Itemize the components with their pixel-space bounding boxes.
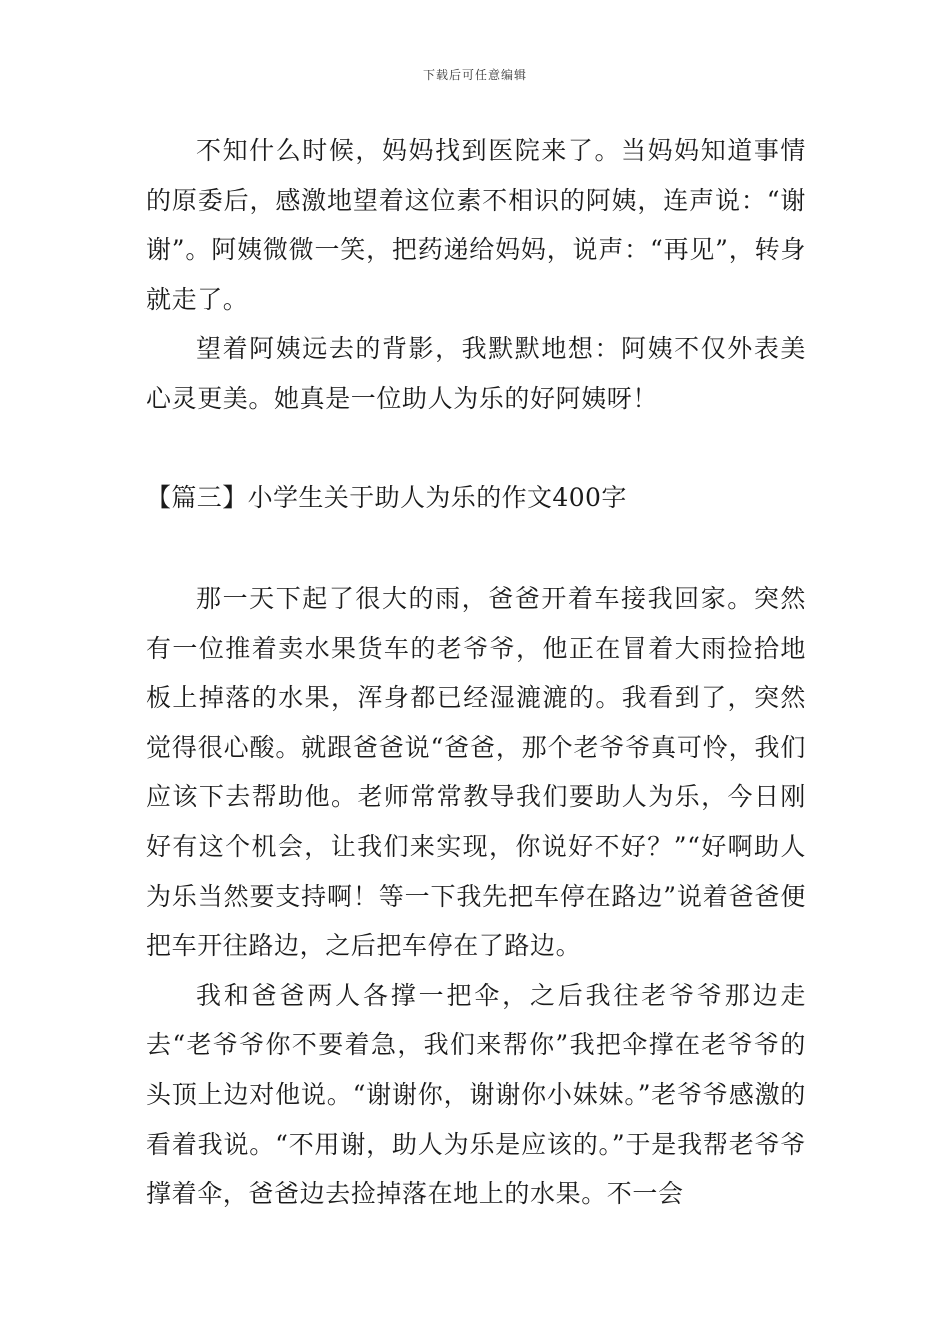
paragraph: 望着阿姨远去的背影，我默默地想：阿姨不仅外表美心灵更美。她真是一位助人为乐的好阿姨呀！ — [146, 334, 806, 413]
paragraph: 不知什么时候，妈妈找到医院来了。当妈妈知道事情的原委后，感激地望着这位素不相识的阿姨，连声说：“谢谢”。阿姨微微一笑，把药递给妈妈，说声：“再见”，转身就走了。 — [146, 136, 806, 314]
section-title: 【篇三】小学生关于助人为乐的作文400字 — [146, 483, 627, 512]
story-continuation — [146, 126, 806, 424]
paragraph: 那一天下起了很大的雨，爸爸开着车接我回家。突然有一位推着卖水果货车的老爷爷，他正在冒着大雨捡拾地板上掉落的水果，浑身都已经湿漉漉的。我看到了，突然觉得很心酸。就跟爸爸说“爸爸，那个老爷爷真可怜，我们应该下去帮助他。老师常常教导我们要助人为乐，今日刚好有这个机会，让我们来实现，你说好不好？”“好啊助人为乐当然要支持啊！等一下我先把车停在路边”说着爸爸便把车开往路边，之后把车停在了路边。 — [146, 584, 806, 961]
paragraph: 我和爸爸两人各撑一把伞，之后我往老爷爷那边走去“老爷爷你不要着急，我们来帮你”我把伞撑在老爷爷的头顶上边对他说。“谢谢你，谢谢你小妹妹。”老爷爷感激的看着我说。“不用谢，助人为乐是应该的。”于是我帮老爷爷撑着伞，爸爸边去捡掉落在地上的水果。不一会 — [146, 980, 806, 1209]
page-header: 下载后可任意编辑 — [422, 68, 527, 82]
essay-body — [146, 574, 806, 1219]
